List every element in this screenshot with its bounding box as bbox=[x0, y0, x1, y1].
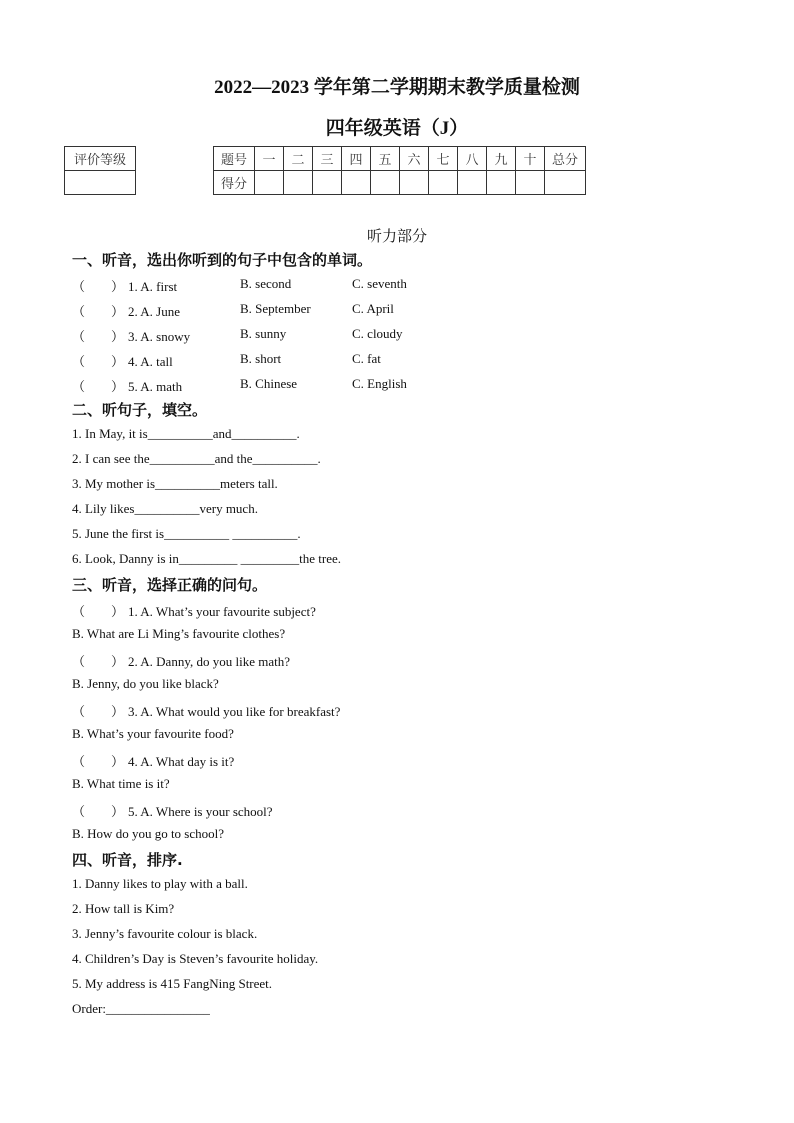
answer-paren[interactable]: （ ） bbox=[72, 804, 125, 819]
option-c: C. April bbox=[352, 301, 394, 316]
score-table-header-cell: 五 bbox=[371, 147, 400, 171]
part1-item bbox=[72, 326, 190, 345]
question-option-a: 2. A. Danny, do you like math? bbox=[128, 654, 290, 669]
answer-paren[interactable]: （ ） bbox=[72, 754, 125, 769]
score-table-header-cell: 总分 bbox=[545, 147, 586, 171]
option-a: 5. A. math bbox=[128, 379, 183, 394]
option-b: B. sunny bbox=[240, 326, 287, 341]
listening-section-label: 听力部分 bbox=[366, 227, 427, 245]
score-cell[interactable] bbox=[545, 171, 586, 195]
score-cell[interactable] bbox=[429, 171, 458, 195]
evaluation-grade-table bbox=[64, 146, 136, 195]
option-a: 3. A. snowy bbox=[128, 329, 191, 344]
question-option-b: B. What are Li Ming’s favourite clothes? bbox=[72, 626, 286, 641]
option-c: C. cloudy bbox=[352, 326, 403, 341]
part3-heading: 三、听音，选择正确的问句。 bbox=[72, 576, 268, 594]
score-table-header-cell: 一 bbox=[255, 147, 284, 171]
part3-item-a bbox=[72, 601, 316, 620]
evaluation-grade-cell[interactable] bbox=[65, 171, 136, 195]
answer-paren[interactable]: （ ） bbox=[72, 279, 125, 294]
evaluation-grade-label: 评价等级 bbox=[65, 147, 136, 171]
fill-blank-sentence: 1. In May, it is__________and__________. bbox=[72, 426, 300, 441]
fill-blank-sentence: 3. My mother is__________meters tall. bbox=[72, 476, 278, 491]
order-sentence: 5. My address is 415 FangNing Street. bbox=[72, 976, 273, 991]
part3-item-a bbox=[72, 651, 290, 670]
score-table-header-cell: 三 bbox=[313, 147, 342, 171]
score-table-header-cell: 二 bbox=[284, 147, 313, 171]
option-c: C. fat bbox=[352, 351, 381, 366]
answer-paren[interactable]: （ ） bbox=[72, 304, 125, 319]
option-a: 2. A. June bbox=[128, 304, 180, 319]
part4-heading: 四、听音，排序. bbox=[72, 851, 183, 869]
answer-paren[interactable]: （ ） bbox=[72, 604, 125, 619]
score-table-header-cell: 九 bbox=[487, 147, 516, 171]
score-cell[interactable] bbox=[284, 171, 313, 195]
answer-paren[interactable]: （ ） bbox=[72, 329, 125, 344]
part3-item-a bbox=[72, 751, 234, 770]
order-sentence: 4. Children’s Day is Steven’s favourite holiday. bbox=[72, 951, 319, 966]
question-option-a: 1. A. What’s your favourite subject? bbox=[128, 604, 316, 619]
score-cell[interactable] bbox=[487, 171, 516, 195]
score-table-header-cell: 七 bbox=[429, 147, 458, 171]
score-cell[interactable] bbox=[400, 171, 429, 195]
part3-item-a bbox=[72, 801, 273, 820]
fill-blank-sentence: 6. Look, Danny is in_________ _________the tree. bbox=[72, 551, 341, 566]
score-table-header-cell: 四 bbox=[342, 147, 371, 171]
part2-heading: 二、听句子，填空。 bbox=[72, 401, 208, 419]
score-row-label: 得分 bbox=[214, 171, 255, 195]
option-a: 4. A. tall bbox=[128, 354, 173, 369]
score-table-header-cell: 八 bbox=[458, 147, 487, 171]
part1-item bbox=[72, 301, 180, 320]
score-table-header-row bbox=[214, 147, 586, 171]
part1-item bbox=[72, 376, 182, 395]
option-b: B. Chinese bbox=[240, 376, 298, 391]
option-b: B. short bbox=[240, 351, 282, 366]
question-option-a: 5. A. Where is your school? bbox=[128, 804, 273, 819]
score-table bbox=[213, 146, 586, 195]
question-option-b: B. What’s your favourite food? bbox=[72, 726, 234, 741]
option-c: C. seventh bbox=[352, 276, 407, 291]
exam-title: 2022—2023 学年第二学期期末教学质量检测 bbox=[214, 77, 580, 98]
question-option-b: B. How do you go to school? bbox=[72, 826, 225, 841]
answer-paren[interactable]: （ ） bbox=[72, 654, 125, 669]
part1-heading: 一、听音，选出你听到的句子中包含的单词。 bbox=[72, 251, 373, 269]
option-b: B. second bbox=[240, 276, 292, 291]
fill-blank-sentence: 5. June the first is__________ __________. bbox=[72, 526, 301, 541]
option-c: C. English bbox=[352, 376, 407, 391]
part1-item bbox=[72, 351, 173, 370]
score-table-header-cell: 六 bbox=[400, 147, 429, 171]
exam-subtitle: 四年级英语（J） bbox=[325, 118, 469, 139]
score-table-header-cell: 题号 bbox=[214, 147, 255, 171]
answer-paren[interactable]: （ ） bbox=[72, 379, 125, 394]
option-a: 1. A. first bbox=[128, 279, 178, 294]
answer-paren[interactable]: （ ） bbox=[72, 354, 125, 369]
fill-blank-sentence: 4. Lily likes__________very much. bbox=[72, 501, 258, 516]
order-sentence: 2. How tall is Kim? bbox=[72, 901, 175, 916]
question-option-b: B. Jenny, do you like black? bbox=[72, 676, 219, 691]
part1-item bbox=[72, 276, 177, 295]
score-cell[interactable] bbox=[313, 171, 342, 195]
order-sentence: 3. Jenny’s favourite colour is black. bbox=[72, 926, 258, 941]
option-b: B. September bbox=[240, 301, 311, 316]
score-cell[interactable] bbox=[458, 171, 487, 195]
score-cell[interactable] bbox=[342, 171, 371, 195]
fill-blank-sentence: 2. I can see the__________and the__________. bbox=[72, 451, 321, 466]
question-option-a: 3. A. What would you like for breakfast? bbox=[128, 704, 341, 719]
score-cell[interactable] bbox=[516, 171, 545, 195]
score-cell[interactable] bbox=[255, 171, 284, 195]
answer-paren[interactable]: （ ） bbox=[72, 704, 125, 719]
score-table-header-cell: 十 bbox=[516, 147, 545, 171]
score-cell[interactable] bbox=[371, 171, 400, 195]
question-option-b: B. What time is it? bbox=[72, 776, 170, 791]
score-table-score-row bbox=[214, 171, 586, 195]
question-option-a: 4. A. What day is it? bbox=[128, 754, 235, 769]
part3-item-a bbox=[72, 701, 340, 720]
order-answer-field[interactable]: Order:________________ bbox=[72, 1001, 210, 1016]
order-sentence: 1. Danny likes to play with a ball. bbox=[72, 876, 248, 891]
